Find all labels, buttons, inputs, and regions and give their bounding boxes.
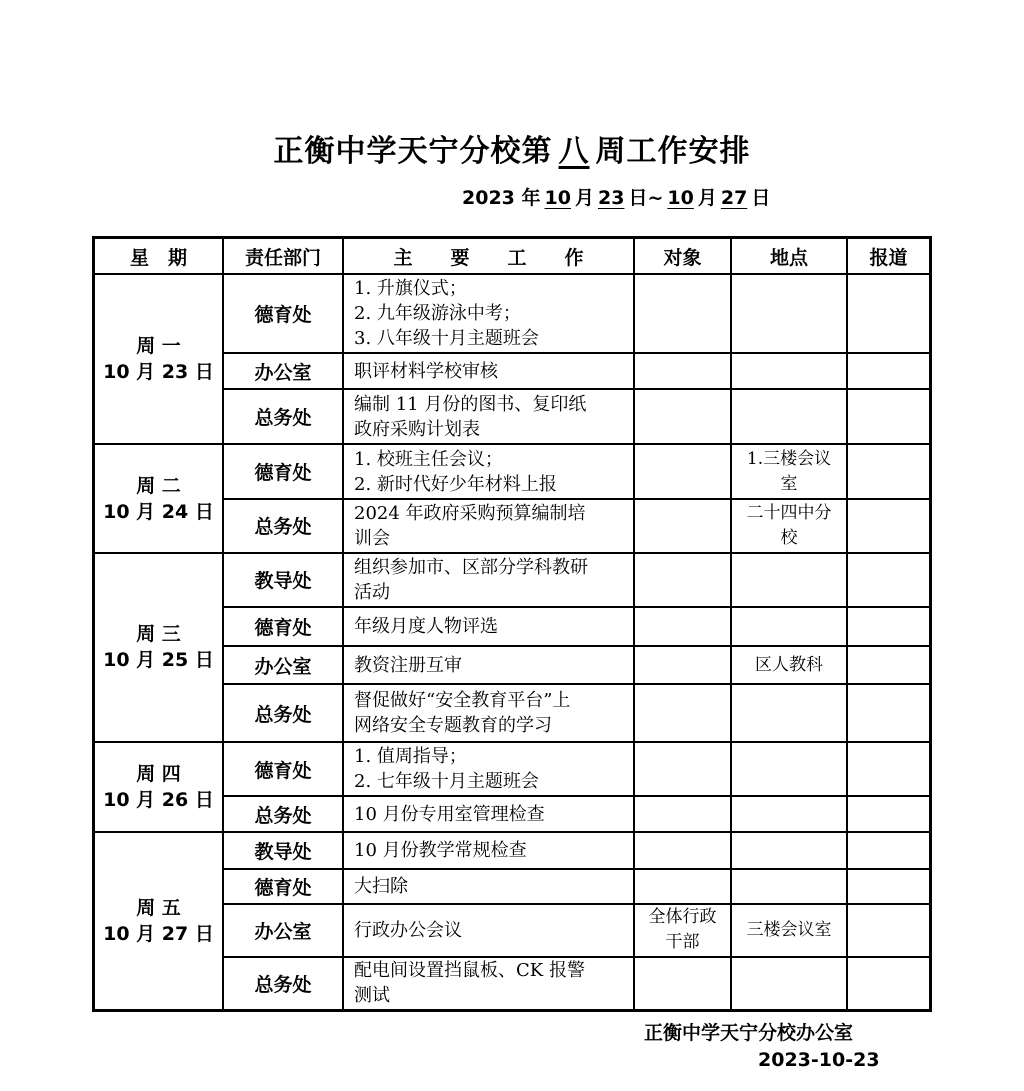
work-cell (343, 499, 634, 553)
work-cell (343, 389, 634, 444)
day-cell (94, 832, 223, 1010)
report-cell (847, 353, 930, 389)
work-cell (343, 796, 634, 832)
table-row (94, 444, 930, 498)
report-cell (847, 646, 930, 684)
work-cell (343, 904, 634, 957)
week-number: 八 (558, 134, 590, 169)
cell-line: 训会 (354, 527, 390, 549)
dept-cell: 总务处 (223, 684, 343, 742)
dept-cell: 德育处 (223, 274, 343, 353)
report-cell (847, 444, 930, 498)
header-cell: 地点 (731, 238, 847, 274)
place-cell (731, 499, 847, 553)
day-date: 10 月 24 日 (103, 500, 214, 523)
header-cell: 报道 (847, 238, 930, 274)
dept-cell: 总务处 (223, 957, 343, 1010)
cell-line: 年级月度人物评选 (354, 615, 498, 637)
day-cell (94, 742, 223, 832)
dept-cell: 办公室 (223, 646, 343, 684)
target-cell (634, 684, 731, 742)
day-cell (94, 274, 223, 444)
header-row (94, 238, 930, 274)
cell-line: 2. 新时代好少年材料上报 (354, 473, 557, 495)
dept-cell: 办公室 (223, 904, 343, 957)
header-cell: 星 期 (94, 238, 223, 274)
report-cell (847, 742, 930, 796)
cell-line: 1. 值周指导； (354, 746, 467, 768)
target-cell (634, 832, 731, 868)
target-cell (634, 957, 731, 1010)
day-cell (94, 444, 223, 552)
target-cell (634, 444, 731, 498)
table-row (94, 274, 930, 353)
day-date: 10 月 23 日 (103, 361, 214, 384)
dept-cell: 德育处 (223, 444, 343, 498)
day-name: 周 三 (136, 623, 181, 646)
work-cell (343, 869, 634, 904)
dept-cell: 教导处 (223, 553, 343, 607)
cell-line: 二十四中分 (746, 502, 832, 523)
work-cell (343, 684, 634, 742)
place-cell (731, 274, 847, 353)
report-cell (847, 904, 930, 957)
cell-line: 配电间设置挡鼠板、CK 报警 (354, 960, 585, 982)
target-cell (634, 389, 731, 444)
date-range: 2023 年 10 月 23 日~ 10 月 27 日 (462, 187, 771, 209)
cell-line: 网络安全专题教育的学习 (354, 715, 552, 737)
day-name: 周 一 (136, 335, 181, 358)
dept-cell: 德育处 (223, 607, 343, 646)
work-cell (343, 742, 634, 796)
cell-line: 教资注册互审 (354, 654, 462, 676)
place-cell (731, 607, 847, 646)
day-name: 周 五 (136, 897, 181, 920)
dept-cell: 总务处 (223, 499, 343, 553)
place-cell (731, 742, 847, 796)
target-cell (634, 796, 731, 832)
cell-line: 三楼会议室 (746, 919, 832, 940)
cell-line: 2. 九年级游泳中考； (354, 303, 521, 325)
target-cell (634, 742, 731, 796)
dept-cell: 德育处 (223, 869, 343, 904)
day-date: 10 月 25 日 (103, 649, 214, 672)
dept-cell: 办公室 (223, 353, 343, 389)
target-cell (634, 904, 731, 957)
cell-line: 组织参加市、区部分学科教研 (354, 556, 588, 578)
work-cell (343, 607, 634, 646)
work-cell (343, 957, 634, 1010)
place-cell (731, 684, 847, 742)
cell-line: 10 月份专用室管理检查 (354, 803, 545, 825)
schedule-table (92, 236, 932, 1012)
place-cell (731, 957, 847, 1010)
cell-line: 大扫除 (354, 875, 408, 897)
cell-line: 校 (780, 527, 798, 548)
work-cell (343, 553, 634, 607)
cell-line: 区人教科 (755, 654, 823, 675)
cell-line: 10 月份教学常规检查 (354, 839, 527, 861)
work-cell (343, 646, 634, 684)
place-cell (731, 832, 847, 868)
day-name: 周 二 (136, 474, 181, 497)
work-cell (343, 444, 634, 498)
cell-line: 2024 年政府采购预算编制培 (354, 502, 586, 524)
day-name: 周 四 (136, 763, 181, 786)
report-cell (847, 274, 930, 353)
report-cell (847, 796, 930, 832)
dept-cell: 教导处 (223, 832, 343, 868)
cell-line: 测试 (354, 985, 390, 1007)
cell-line: 1.三楼会议 (746, 448, 832, 469)
place-cell (731, 646, 847, 684)
dept-cell: 总务处 (223, 389, 343, 444)
day-cell (94, 553, 223, 742)
table-row (94, 553, 930, 607)
cell-line: 活动 (354, 581, 390, 603)
report-cell (847, 499, 930, 553)
target-cell (634, 646, 731, 684)
place-cell (731, 553, 847, 607)
place-cell (731, 389, 847, 444)
day-date: 10 月 26 日 (103, 789, 214, 812)
cell-line: 职评材料学校审核 (354, 360, 498, 382)
cell-line: 室 (780, 473, 798, 494)
place-cell (731, 796, 847, 832)
target-cell (634, 274, 731, 353)
dept-cell: 德育处 (223, 742, 343, 796)
dept-cell: 总务处 (223, 796, 343, 832)
cell-line: 2. 七年级十月主题班会 (354, 771, 539, 793)
page-title: 正衡中学天宁分校第 八 周工作安排 (273, 134, 751, 169)
target-cell (634, 353, 731, 389)
place-cell (731, 353, 847, 389)
cell-line: 督促做好“安全教育平台”上 (354, 690, 571, 712)
cell-line: 行政办公会议 (354, 919, 462, 941)
report-cell (847, 553, 930, 607)
header-cell: 主 要 工 作 (343, 238, 634, 274)
signature-office: 正衡中学天宁分校办公室 (644, 1022, 854, 1044)
table-row (94, 832, 930, 868)
place-cell (731, 869, 847, 904)
cell-line: 1. 升旗仪式； (354, 278, 467, 300)
report-cell (847, 957, 930, 1010)
header-cell: 对象 (634, 238, 731, 274)
table-row (94, 742, 930, 796)
target-cell (634, 553, 731, 607)
cell-line: 3. 八年级十月主题班会 (354, 328, 539, 350)
day-date: 10 月 27 日 (103, 923, 214, 946)
work-cell (343, 832, 634, 868)
report-cell (847, 832, 930, 868)
work-cell (343, 274, 634, 353)
place-cell (731, 444, 847, 498)
place-cell (731, 904, 847, 957)
target-cell (634, 869, 731, 904)
report-cell (847, 869, 930, 904)
signature-date: 2023-10-23 (758, 1049, 880, 1071)
cell-line: 全体行政 (648, 907, 717, 928)
report-cell (847, 684, 930, 742)
cell-line: 干部 (665, 932, 700, 953)
report-cell (847, 389, 930, 444)
cell-line: 编制 11 月份的图书、复印纸 (354, 393, 587, 415)
work-cell (343, 353, 634, 389)
cell-line: 1. 校班主任会议； (354, 448, 503, 470)
header-cell: 责任部门 (223, 238, 343, 274)
target-cell (634, 607, 731, 646)
report-cell (847, 607, 930, 646)
target-cell (634, 499, 731, 553)
cell-line: 政府采购计划表 (354, 418, 480, 440)
